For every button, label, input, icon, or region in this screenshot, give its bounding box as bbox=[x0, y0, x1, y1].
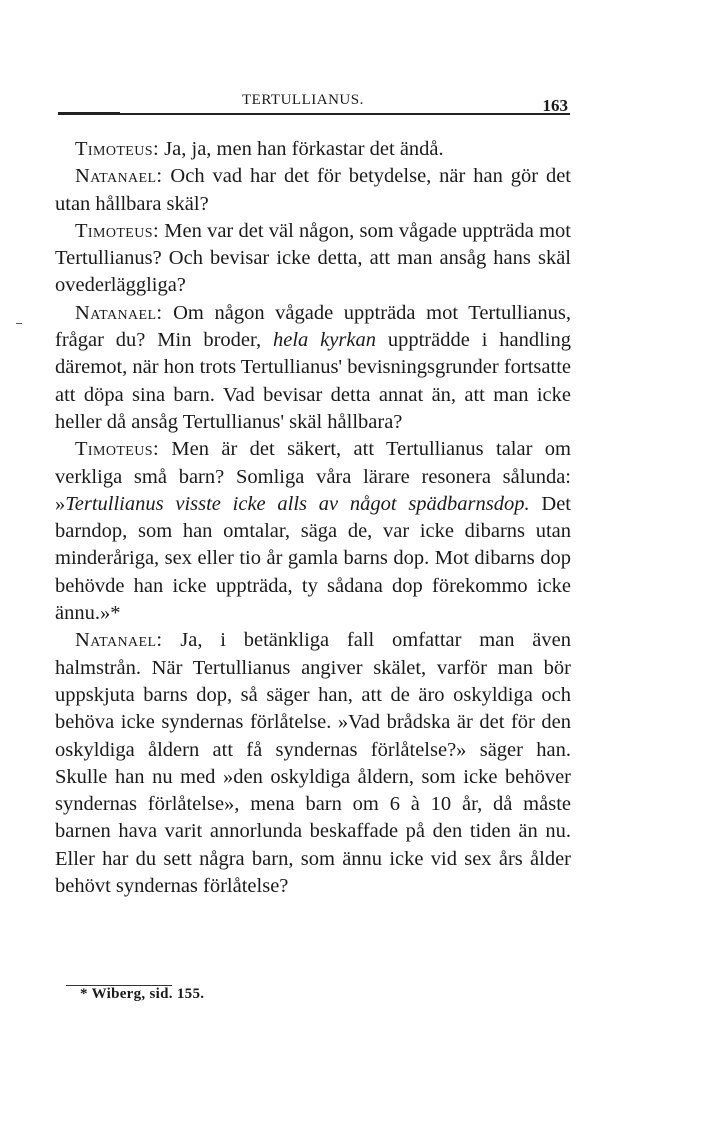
margin-mark bbox=[16, 323, 22, 324]
dialogue-paragraph bbox=[55, 627, 571, 900]
paragraph-text: uppträdde i handling däremot, när hon trots Tertullianus' bevisningsgrunder fortsatte att döpa sina barn. Vad bevisar detta annat än, att man icke heller då ansåg Tertullianus' skäl hållbara? bbox=[55, 329, 571, 433]
speaker-name: Timoteus: bbox=[75, 219, 160, 242]
dialogue-paragraph bbox=[55, 163, 571, 218]
footnote: * Wiberg, sid. 155. bbox=[80, 986, 205, 1002]
paragraph-text: Ja, ja, men han förkastar det ändå. bbox=[159, 138, 444, 160]
page-number: 163 bbox=[542, 96, 568, 115]
speaker-name: Natanael: bbox=[75, 301, 163, 324]
speaker-name: Timoteus: bbox=[75, 138, 160, 160]
page-header bbox=[58, 90, 570, 120]
dialogue-paragraph bbox=[55, 300, 571, 436]
dialogue-paragraph bbox=[55, 436, 571, 627]
body-text bbox=[55, 136, 571, 900]
paragraph-text: Det barndop, som han omtalar, säga de, var icke dibarns utan minderåriga, sex eller tio år gamla barns dop. Mot dibarns dop behövde han icke uppträda, ty sådana dop förekommo icke ännu.»* bbox=[55, 492, 571, 625]
dialogue-paragraph bbox=[55, 136, 571, 163]
speaker-name: Natanael: bbox=[75, 165, 163, 188]
emphasized-text: hela kyrkan bbox=[273, 329, 376, 352]
paragraph-text: Men var det väl någon, som vågade uppträda mot Tertullianus? Och bevisar icke detta, att man ansåg hans skäl ovederläggliga? bbox=[55, 219, 571, 297]
paragraph-text: Ja, i betänkliga fall omfattar man även halmstrån. När Tertullianus angiver skälet, varför man bör uppskjuta barns dop, så säger han, att de äro oskyldiga och behöva icke syndernas förlåtelse. »Vad brådska är det för den oskyldiga åldern att få syndernas förlåtelse?» säger han. Skulle han nu med »den oskyldiga åldern, som icke behöver syndernas förlåtelse», mena barn om 6 à 10 år, då måste barnen hava varit annorlunda beskaffade på den tiden än nu. Eller har du sett några barn, som ännu icke vid sex års ålder behövt syndernas förlåtelse? bbox=[55, 629, 571, 898]
running-head: TERTULLIANUS. bbox=[242, 92, 364, 108]
speaker-name: Natanael: bbox=[75, 629, 163, 652]
header-rule bbox=[58, 113, 570, 115]
emphasized-text: Tertullianus visste icke alls av något spädbarnsdop. bbox=[65, 492, 530, 515]
dialogue-paragraph bbox=[55, 218, 571, 300]
paragraph-text: Och vad har det för betydelse, när han gör det utan hållbara skäl? bbox=[55, 165, 571, 215]
speaker-name: Timoteus: bbox=[75, 438, 160, 461]
paragraph-text: Men är det säkert, att Tertullianus talar om verkliga små barn? Somliga våra lärare resonera sålunda: » bbox=[55, 438, 571, 515]
paragraph-text: Om någon vågade uppträda mot Tertullianus, frågar du? Min broder, bbox=[55, 301, 571, 352]
